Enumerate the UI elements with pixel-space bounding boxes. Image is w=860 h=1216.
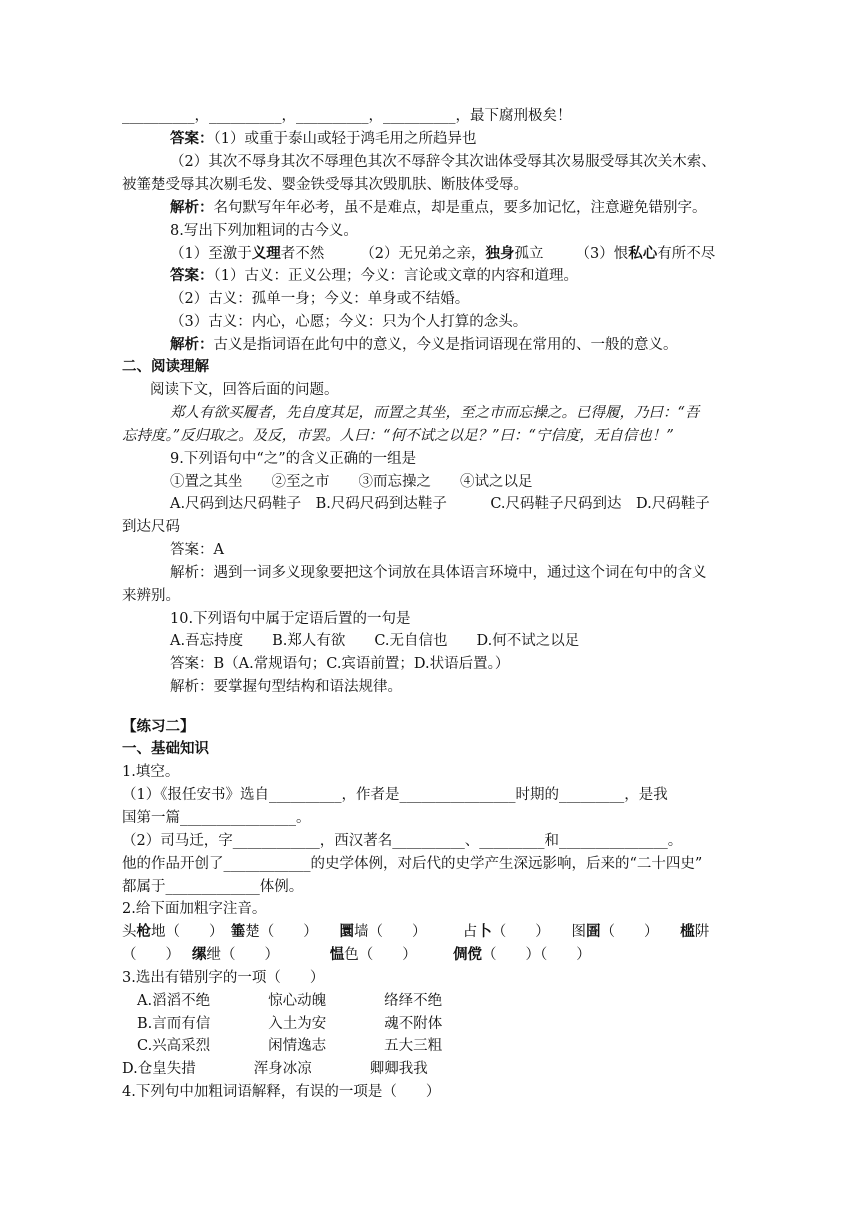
bold-char: 缧 <box>192 946 207 963</box>
analysis-text: 古义是指词语在此句中的意义，今义是指词语现在常用的、一般的意义。 <box>213 337 678 353</box>
analysis-text: 名句默写年年必考，虽不是难点，却是重点，要多加记忆，注意避免错别字。 <box>213 200 707 216</box>
answer-label: 答案： <box>170 267 214 284</box>
question-8-items <box>170 244 715 264</box>
char: （ ） 图 <box>491 924 586 940</box>
answer-line <box>170 266 578 286</box>
bold-char: 圜 <box>339 923 354 940</box>
bold-word: 独身 <box>485 245 515 262</box>
reading-instruction: 阅读下文，回答后面的问题。 <box>150 382 339 398</box>
item-text: （2）无兄弟之亲， <box>360 246 486 262</box>
pinyin-items <box>122 922 709 942</box>
char: （ ） <box>122 947 180 963</box>
bold-char: 愠 <box>329 946 345 963</box>
answer-text: （1）古义：正义公理；今义：言论或文章的内容和道理。 <box>213 268 578 284</box>
char: 色（ ） <box>344 947 453 963</box>
option-a: A.滔滔不绝 惊心动魄 络绎不绝 <box>137 993 443 1009</box>
answer-line: 答案：A <box>170 542 224 558</box>
char: 头 <box>122 924 137 940</box>
fill-blank-line: 国第一篇________________。 <box>122 810 311 826</box>
section-heading: 一、基础知识 <box>122 741 209 757</box>
fill-blank-line: （2）司马迁，字____________，西汉著名__________、_________和_______________。 <box>122 833 683 849</box>
option-c: C.兴高采烈 闲情逸志 五大三粗 <box>137 1038 443 1054</box>
question-10-options: A.吾忘持度 B.郑人有欲 C.无自信也 D.何不试之以足 <box>170 633 580 649</box>
item-text: （3）恨 <box>575 246 629 262</box>
answer-continuation: （2）其次不辱身其次不辱理色其次不辱辞令其次诎体受辱其次易服受辱其次关木索、 <box>170 154 716 170</box>
item-text: 者不然 <box>280 246 325 262</box>
answer-continuation: （2）古义：孤单一身；今义：单身或不结婚。 <box>170 291 470 307</box>
question-9-options: 到达尺码 <box>122 519 180 535</box>
analysis-label: 解析： <box>170 199 214 216</box>
section-heading: 二、阅读理解 <box>122 359 209 375</box>
bold-char: 枪 <box>136 923 151 940</box>
fill-blank-line: 都属于_____________体例。 <box>122 879 304 895</box>
question-10: 10.下列语句中属于定语后置的一句是 <box>170 611 411 627</box>
question-4: 4.下列句中加粗词语解释，有误的一项是（ ） <box>122 1084 441 1100</box>
bold-char: 槛 <box>680 923 695 940</box>
blank-line: __________，__________，__________，__________，最下腐刑极矣！ <box>122 108 572 124</box>
question-9-options: A.尺码到达尺码鞋子 B.尺码尺码到达鞋子 C.尺码鞋子尺码到达 D.尺码鞋子 <box>170 496 710 512</box>
analysis-line: 解析：要掌握句型结构和语法规律。 <box>170 679 402 695</box>
char: 墙（ ） 占 <box>354 924 478 940</box>
analysis-line: 解析：遇到一词多义现象要把这个词放在具体语言环境中，通过这个词在句中的含义 <box>170 565 707 581</box>
bold-word: 义理 <box>251 245 281 262</box>
analysis-line <box>170 335 678 355</box>
question-9: 9.下列语句中“之”的含义正确的一组是 <box>170 451 417 467</box>
exercise-heading: 【练习二】 <box>122 719 195 735</box>
bold-char: 箠 <box>230 923 246 940</box>
answer-text: （1）或重于泰山或轻于鸿毛用之所趋异也 <box>213 131 477 147</box>
reading-passage: 郑人有欲买履者，先自度其足，而置之其坐，至之市而忘操之。已得履，乃曰：“吾 <box>170 405 700 421</box>
question-3: 3.选出有错别字的一项（ ） <box>122 970 325 986</box>
analysis-continuation: 来辨别。 <box>122 588 180 604</box>
item-text: 孤立 <box>514 246 544 262</box>
bold-char: 圄 <box>586 923 601 940</box>
question-2: 2.给下面加粗字注音。 <box>122 901 267 917</box>
analysis-line <box>170 198 707 218</box>
answer-label: 答案： <box>170 130 214 147</box>
reading-passage: 忘持度。”反归取之。及反，市罢。人曰：“何不试之以足？”曰：“宁信度，无自信也！” <box>122 428 674 444</box>
option-b: B.言而有信 入土为安 魂不附体 <box>137 1016 443 1032</box>
char: （ ）（ ） <box>482 947 591 963</box>
answer-line <box>170 129 476 149</box>
answer-continuation: （3）古义：内心，心愿；今义：只为个人打算的念头。 <box>170 314 528 330</box>
answer-line: 答案：B（A.常规语句；C.宾语前置；D.状语后置。） <box>170 656 510 672</box>
char: 地（ ） <box>151 924 231 940</box>
fill-blank-line: （1）《报任安书》选自__________，作者是________________时期的_________，是我 <box>122 787 668 803</box>
item-text: 有所不尽 <box>657 246 716 262</box>
char: 阱 <box>694 924 710 940</box>
fill-blank-line: 他的作品开创了____________的史学体例，对后代的史学产生深远影响，后来的“二十四史” <box>122 856 703 872</box>
pinyin-items <box>122 945 591 965</box>
option-d: D.仓皇失措 浑身冰凉 卿卿我我 <box>122 1061 428 1077</box>
char: 绁（ ） <box>206 947 330 963</box>
char: 楚（ ） <box>245 924 340 940</box>
question-9-items: ①置之其坐 ②至之市 ③而忘操之 ④试之以足 <box>170 474 533 490</box>
char: （ ） <box>600 924 681 940</box>
question-1: 1.填空。 <box>122 764 180 780</box>
bold-word: 私心 <box>628 245 658 262</box>
bold-char: 卜 <box>477 923 492 940</box>
bold-char: 倜傥 <box>453 946 482 963</box>
analysis-label: 解析： <box>170 336 214 353</box>
answer-continuation: 被箠楚受辱其次剔毛发、婴金铁受辱其次毁肌肤、断肢体受辱。 <box>122 177 528 193</box>
item-text: （1）至激于 <box>170 246 252 262</box>
question-8: 8.写出下列加粗词的古今义。 <box>170 223 358 239</box>
